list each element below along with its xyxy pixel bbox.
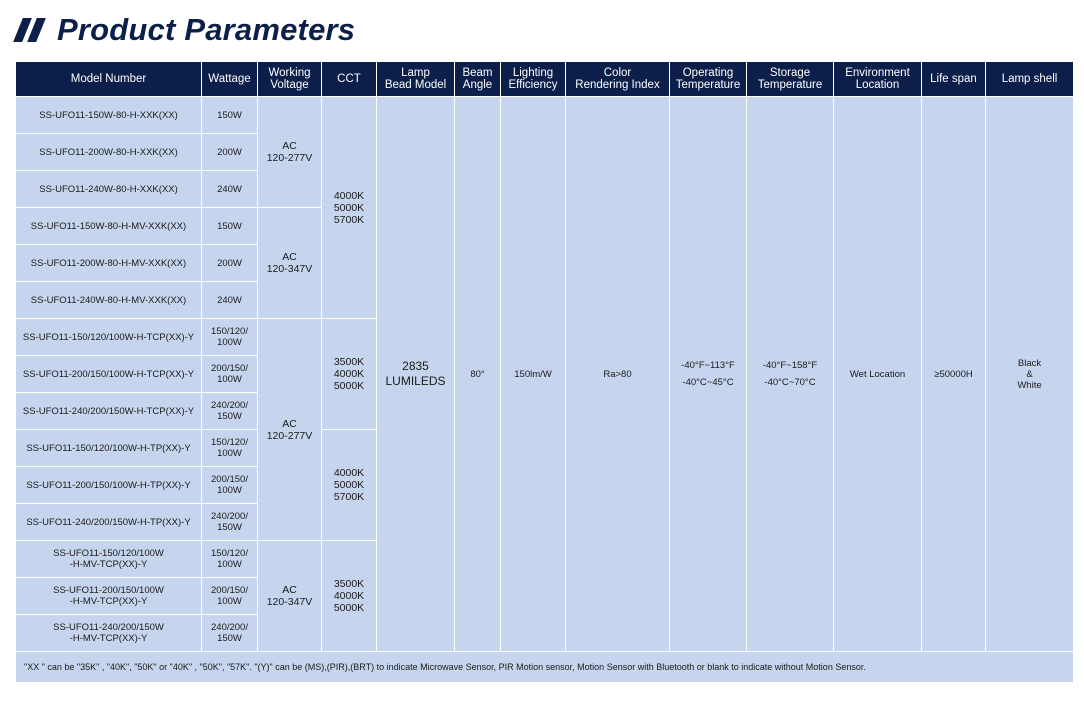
wattage-cell: 240/200/ 150W bbox=[202, 615, 258, 652]
model-number-cell: SS-UFO11-150/120/100W-H-TP(XX)-Y bbox=[16, 430, 202, 467]
cct-cell: 3500K 4000K 5000K bbox=[322, 319, 377, 430]
page-header bbox=[18, 8, 355, 52]
wattage-cell: 240/200/ 150W bbox=[202, 393, 258, 430]
operating-temperature-cell: -40°F~113°F -40°C~45°C bbox=[670, 97, 747, 652]
storage-temperature-cell: -40°F~158°F -40°C~70°C bbox=[747, 97, 834, 652]
footnote-text: "XX " can be "35K" , "40K", "50K" or "40K" , "50K", "57K". "(Y)" can be (MS),(PIR),(BRT) to indicate Microwave Sensor, PIR Motion sensor, Motion Sensor with Bluetooth or blank to indicate without Motion Sensor. bbox=[16, 652, 1074, 683]
wattage-cell: 150/120/ 100W bbox=[202, 541, 258, 578]
beam-angle-cell: 80° bbox=[455, 97, 501, 652]
table-row bbox=[16, 97, 1074, 134]
lighting-efficiency-cell: 150lm/W bbox=[501, 97, 566, 652]
life-span-cell: ≥50000H bbox=[922, 97, 986, 652]
header-lamp-shell: Lamp shell bbox=[986, 62, 1074, 97]
lamp-shell-cell: Black & White bbox=[986, 97, 1074, 652]
model-number-cell: SS-UFO11-240/200/150W -H-MV-TCP(XX)-Y bbox=[16, 615, 202, 652]
model-number-cell: SS-UFO11-240W-80-H-MV-XXK(XX) bbox=[16, 282, 202, 319]
header-beam-angle: Beam Angle bbox=[455, 62, 501, 97]
model-number-cell: SS-UFO11-200/150/100W-H-TCP(XX)-Y bbox=[16, 356, 202, 393]
product-parameters-table bbox=[15, 61, 1074, 683]
header-environment-location: Environment Location bbox=[834, 62, 922, 97]
voltage-cell: AC 120-277V bbox=[258, 97, 322, 208]
header-life-span: Life span bbox=[922, 62, 986, 97]
model-number-cell: SS-UFO11-200W-80-H-XXK(XX) bbox=[16, 134, 202, 171]
wattage-cell: 240W bbox=[202, 171, 258, 208]
model-number-cell: SS-UFO11-200W-80-H-MV-XXK(XX) bbox=[16, 245, 202, 282]
page-title: Product Parameters bbox=[57, 12, 356, 47]
model-number-cell: SS-UFO11-240W-80-H-XXK(XX) bbox=[16, 171, 202, 208]
model-number-cell: SS-UFO11-150/120/100W-H-TCP(XX)-Y bbox=[16, 319, 202, 356]
wattage-cell: 150W bbox=[202, 97, 258, 134]
title-slash-icon bbox=[18, 18, 41, 42]
wattage-cell: 200W bbox=[202, 245, 258, 282]
header-working-voltage: Working Voltage bbox=[258, 62, 322, 97]
table-footnote-row bbox=[16, 652, 1074, 683]
header-storage-temperature: Storage Temperature bbox=[747, 62, 834, 97]
wattage-cell: 150W bbox=[202, 208, 258, 245]
wattage-cell: 240/200/ 150W bbox=[202, 504, 258, 541]
header-lighting-efficiency: Lighting Efficiency bbox=[501, 62, 566, 97]
model-number-cell: SS-UFO11-200/150/100W-H-TP(XX)-Y bbox=[16, 467, 202, 504]
cct-cell: 4000K 5000K 5700K bbox=[322, 97, 377, 319]
header-lamp-bead-model: Lamp Bead Model bbox=[377, 62, 455, 97]
cct-cell: 3500K 4000K 5000K bbox=[322, 541, 377, 652]
cri-cell: Ra>80 bbox=[566, 97, 670, 652]
model-number-cell: SS-UFO11-200/150/100W -H-MV-TCP(XX)-Y bbox=[16, 578, 202, 615]
header-wattage: Wattage bbox=[202, 62, 258, 97]
cct-cell: 4000K 5000K 5700K bbox=[322, 430, 377, 541]
wattage-cell: 240W bbox=[202, 282, 258, 319]
wattage-cell: 200/150/ 100W bbox=[202, 578, 258, 615]
environment-location-cell: Wet Location bbox=[834, 97, 922, 652]
header-operating-temperature: Operating Temperature bbox=[670, 62, 747, 97]
table-header-row bbox=[16, 62, 1074, 97]
model-number-cell: SS-UFO11-240/200/150W-H-TP(XX)-Y bbox=[16, 504, 202, 541]
model-number-cell: SS-UFO11-150W-80-H-XXK(XX) bbox=[16, 97, 202, 134]
voltage-cell: AC 120-277V bbox=[258, 319, 322, 541]
header-cct: CCT bbox=[322, 62, 377, 97]
wattage-cell: 150/120/ 100W bbox=[202, 430, 258, 467]
wattage-cell: 150/120/ 100W bbox=[202, 319, 258, 356]
wattage-cell: 200W bbox=[202, 134, 258, 171]
model-number-cell: SS-UFO11-240/200/150W-H-TCP(XX)-Y bbox=[16, 393, 202, 430]
lamp-bead-cell: 2835 LUMILEDS bbox=[377, 97, 455, 652]
header-model-number: Model Number bbox=[16, 62, 202, 97]
wattage-cell: 200/150/ 100W bbox=[202, 356, 258, 393]
header-color-rendering-index: Color Rendering Index bbox=[566, 62, 670, 97]
voltage-cell: AC 120-347V bbox=[258, 208, 322, 319]
model-number-cell: SS-UFO11-150W-80-H-MV-XXK(XX) bbox=[16, 208, 202, 245]
voltage-cell: AC 120-347V bbox=[258, 541, 322, 652]
model-number-cell: SS-UFO11-150/120/100W -H-MV-TCP(XX)-Y bbox=[16, 541, 202, 578]
wattage-cell: 200/150/ 100W bbox=[202, 467, 258, 504]
